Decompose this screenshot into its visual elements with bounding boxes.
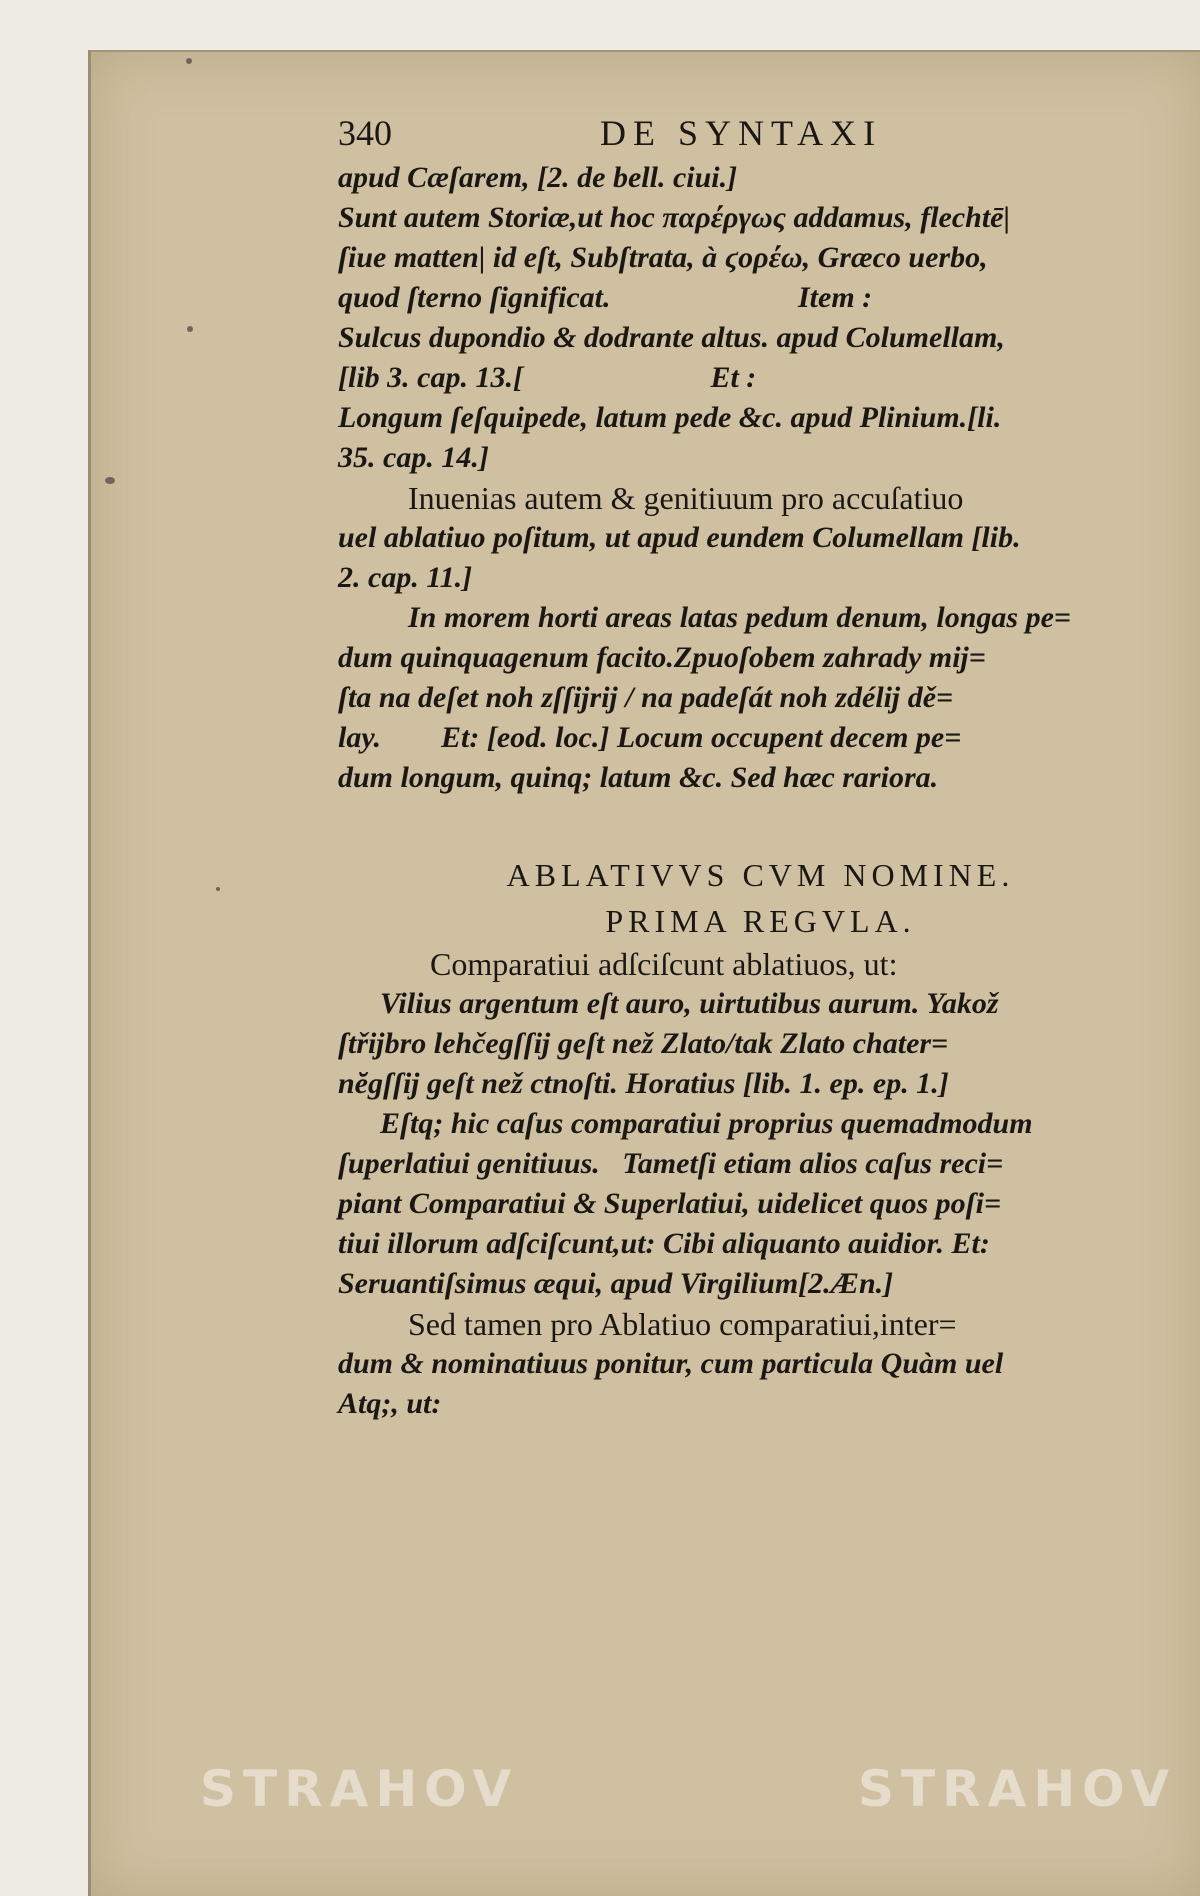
paragraph-start-line: Inuenias autem & genitiuum pro accuſatiuo xyxy=(408,480,964,516)
example-line: nĕgſſĳ geſt než ctnoſti. Horatius [lib. 1. ep. ep. 1.] xyxy=(338,1067,949,1100)
watermark-left: STRAHOV xyxy=(200,1760,519,1818)
text-line: quod ſterno ſignificat. Item : xyxy=(338,281,873,314)
quotation-line: In morem horti areas latas pedum denum, longas pe= xyxy=(408,601,1072,634)
ink-speck xyxy=(187,326,193,332)
text-line: Sulcus dupondio & dodrante altus. apud Columellam, xyxy=(338,321,1005,354)
text-line: 2. cap. 11.] xyxy=(338,561,473,594)
example-line: ſtřĳbro lehčegſſĳ geſt než Zlato/tak Zlato chater= xyxy=(338,1027,949,1060)
text-line: 35. cap. 14.] xyxy=(338,441,489,474)
text-line: Seruantiſsimus æqui, apud Virgilium[2.Æn.] xyxy=(338,1267,894,1300)
ink-speck xyxy=(216,887,220,891)
quotation-line: dum quinquagenum facito.Zpuoſobem zahrady mĳ= xyxy=(338,641,986,674)
quotation-line: lay. Et: [eod. loc.] Locum occupent decem pe= xyxy=(338,721,962,754)
ink-speck xyxy=(186,58,192,64)
text-line: Longum ſeſquipede, latum pede &c. apud Plinium.[li. xyxy=(338,401,1002,434)
text-line: apud Cæſarem, [2. de bell. ciui.] xyxy=(338,161,738,194)
quotation-line: ſta na deſet noh zſſĳrĳ / na padeſát noh zdélĳ dě= xyxy=(338,681,954,714)
section-subheading: PRIMA REGVLA. xyxy=(605,903,916,939)
section-gap xyxy=(338,798,1183,852)
text-line: uel ablatiuo poſitum, ut apud eundem Columellam [lib. xyxy=(338,521,1021,554)
ink-speck xyxy=(105,477,115,484)
quotation-line: dum longum, quinq; latum &c. Sed hæc rariora. xyxy=(338,761,939,794)
text-line: ſuperlatiui genitiuus. Tametſi etiam alios caſus reci= xyxy=(338,1147,1004,1180)
text-line: piant Comparatiui & Superlatiui, uidelicet quos poſi= xyxy=(338,1187,1002,1220)
text-line: tiui illorum adſciſcunt,ut: Cibi aliquanto auidior. Et: xyxy=(338,1227,990,1260)
text-block xyxy=(338,112,1183,1424)
text-line: Sunt autem Storiæ,ut hoc παρέργως addamus, flechtē| xyxy=(338,201,1011,234)
text-line: dum & nominatiuus ponitur, cum particula Quàm uel xyxy=(338,1347,1004,1380)
page-header xyxy=(338,112,1183,158)
running-title: DE SYNTAXI xyxy=(600,113,883,153)
rule-line: Comparatiui adſciſcunt ablatiuos, ut: xyxy=(430,946,898,982)
example-line: Vilius argentum eſt auro, uirtutibus aurum. Yakož xyxy=(380,987,999,1020)
paragraph-start-line: Sed tamen pro Ablatiuo comparatiui,inter= xyxy=(408,1306,957,1342)
text-line: Atq;, ut: xyxy=(338,1387,442,1420)
section-heading: ABLATIVVS CVM NOMINE. xyxy=(506,857,1015,893)
page-number: 340 xyxy=(338,113,392,153)
watermark-right: STRAHOV xyxy=(858,1760,1177,1818)
text-line: Eſtq; hic caſus comparatiui proprius quemadmodum xyxy=(380,1107,1033,1140)
text-line: ſiue matten| id eſt, Subſtrata, à ϛορέω, Græco uerbo, xyxy=(338,241,988,274)
text-line: [lib 3. cap. 13.[ Et : xyxy=(338,361,757,394)
